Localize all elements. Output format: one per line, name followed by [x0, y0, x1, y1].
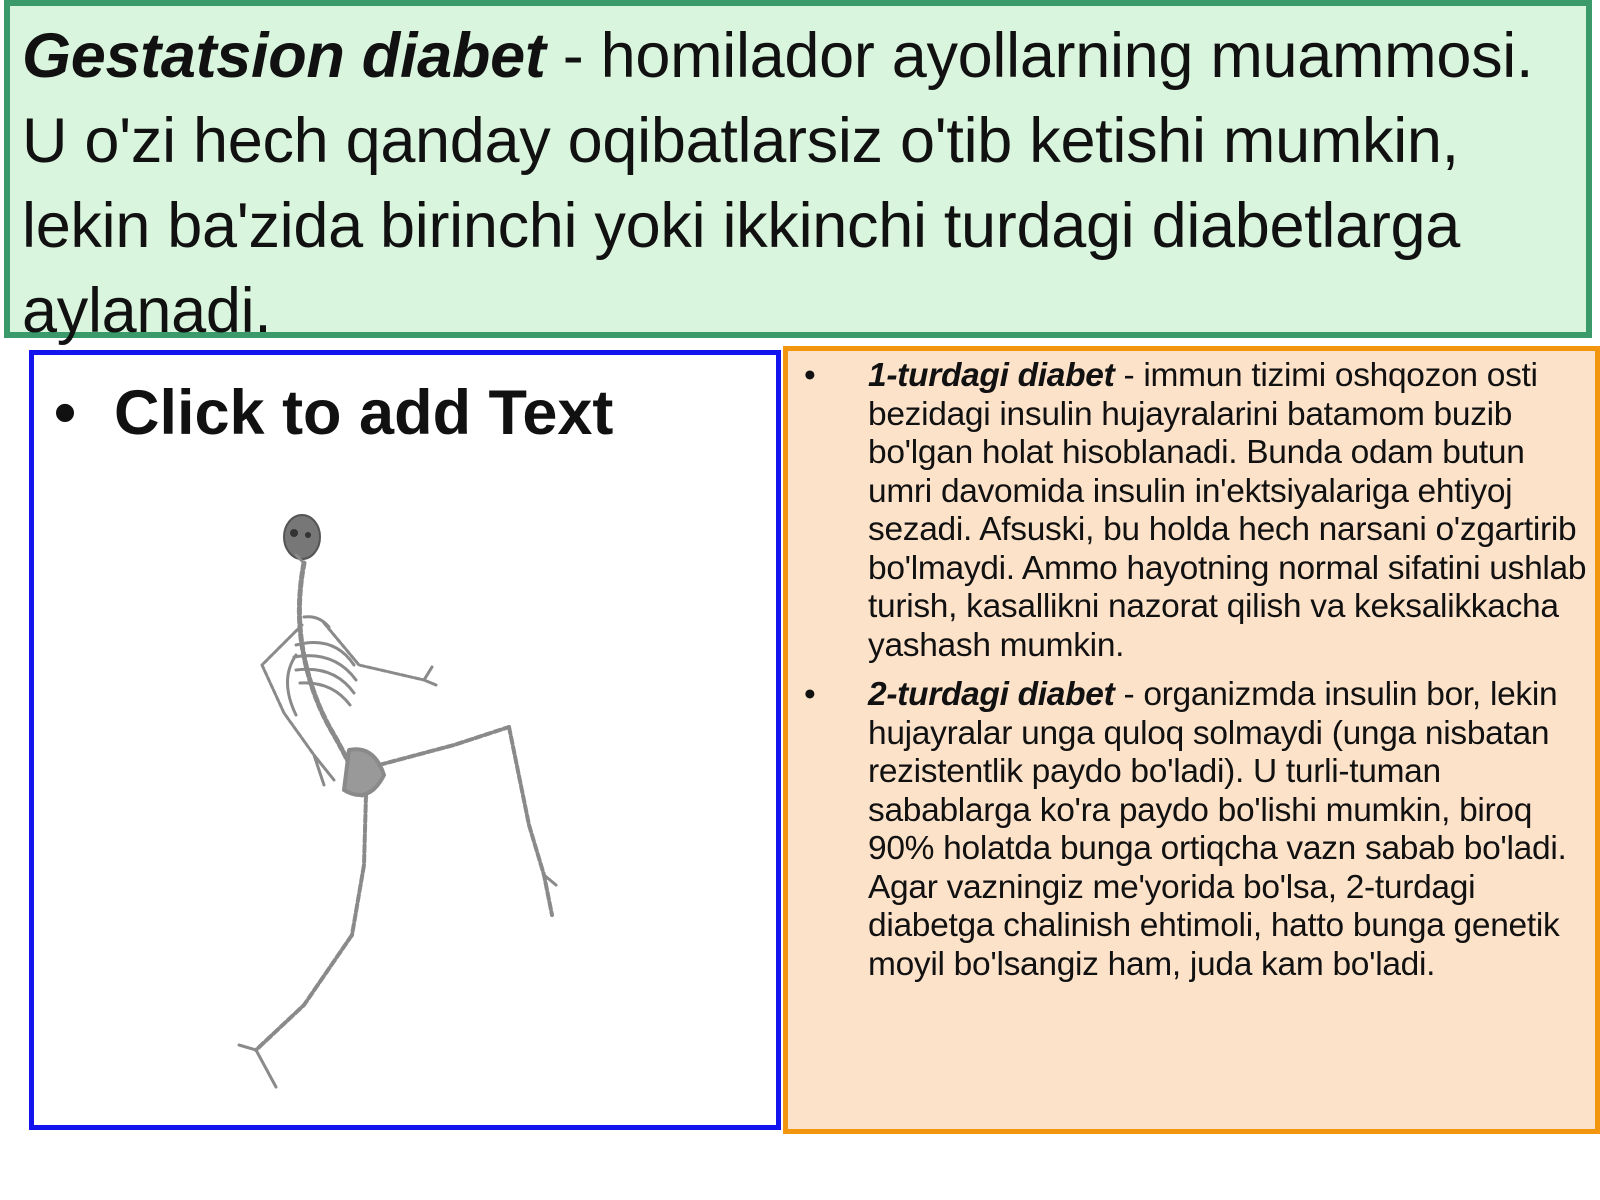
- text-placeholder-box[interactable]: [29, 350, 781, 1130]
- skeleton-icon: [184, 505, 604, 1105]
- title-text: - homilador ayollarning muammosi. U o'zi hech qanday oqibatlarsiz o'tib ketishi mumkin, lekin ba'zida birinchi yoki ikkinchi turdagi diabetlarga aylanadi.: [22, 21, 1534, 346]
- title-box: [4, 0, 1592, 346]
- bullet: •: [804, 357, 816, 394]
- definition-type2: - organizmda insulin bor, lekin hujayralar unga quloq solmaydi (unga nisbatan rezistentlik paydo bo'ladi). U turli-tuman sabablarga ko'ra paydo bo'lishi mumkin, biroq 90% holatda bunga ortiqcha vazn sabab bo'ladi. Agar vazningiz me'yorida bo'lsa, 2-turdagi diabetga chalinish ehtimoli, hatto bunga genetik moyil bo'lsangiz ham, juda kam bo'ladi.: [868, 676, 1567, 983]
- placeholder-text[interactable]: Click to add Text: [114, 378, 614, 448]
- list-item-type1: [788, 357, 1588, 665]
- definitions-box: [783, 346, 1600, 1134]
- title-term: Gestatsion diabet: [22, 21, 546, 91]
- definition-type1: - immun tizimi oshqozon osti bezidagi insulin hujayralarini batamom buzib bo'lgan holat hisoblanadi. Bunda odam butun umri davomida insulin in'ektsiyalariga ehtiyoj sezadi. Afsuski, bu holda hech narsani o'zgartirib bo'lmaydi. Ammo hayotning normal sifatini ushlab turish, kasallikni nazorat qilish va keksalikkacha yashash mumkin.: [868, 357, 1587, 664]
- definitions-list: [788, 357, 1588, 995]
- term-type1: 1-turdagi diabet: [868, 357, 1115, 394]
- bullet: •: [804, 676, 816, 713]
- list-item-type2: [788, 676, 1588, 984]
- term-type2: 2-turdagi diabet: [868, 676, 1115, 713]
- placeholder-bullet: •: [54, 378, 77, 448]
- placeholder-line[interactable]: [54, 377, 613, 449]
